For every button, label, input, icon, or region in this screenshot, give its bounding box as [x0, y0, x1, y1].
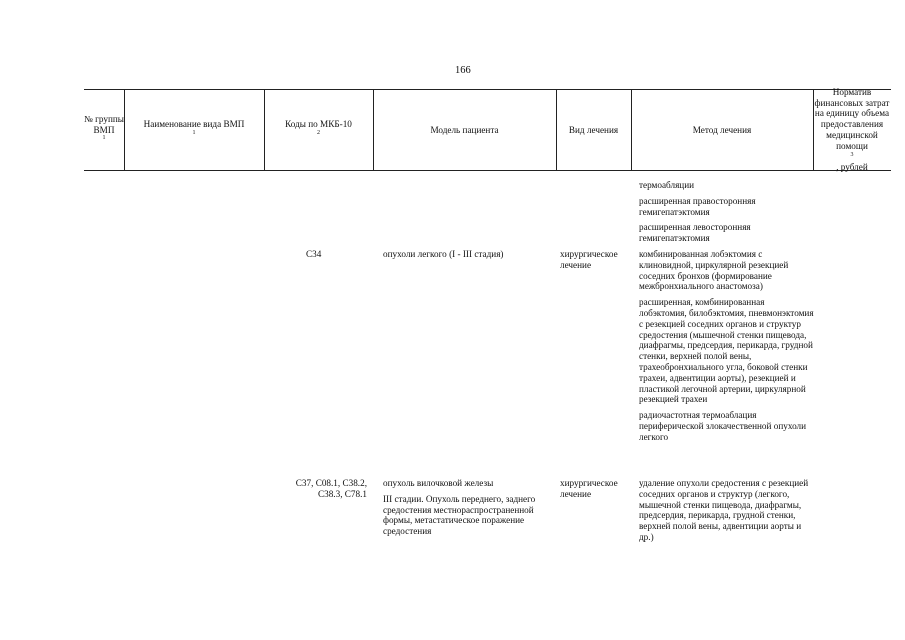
- row-c37-codes: C37, C08.1, C38.2, C38.3, C78.1: [295, 478, 367, 499]
- method-item: расширенная правосторонняя гемигепатэктомия: [639, 195, 756, 217]
- row-c37-model: [383, 478, 543, 537]
- header-vmp-name: Наименование вида ВМП $^1$: [143, 119, 245, 136]
- header-norm: Норматив финансовых затрат на единицу объема предоставления медицинской помощи $^3$ , рублей: [814, 86, 890, 173]
- row-c34-codes: C34: [306, 249, 322, 259]
- header-group-no: № группы ВМП $^1$: [84, 113, 124, 142]
- row-c34-methods: [639, 249, 814, 448]
- method-item: расширенная левосторонняя гемигепатэктомия: [639, 222, 751, 244]
- model-title: опухоль вилочковой железы: [383, 478, 494, 488]
- method-item: радиочастотная термоаблация периферической злокачественной опухоли легкого: [639, 410, 807, 442]
- method-item: термоабляции: [639, 180, 695, 190]
- methods-continued: [639, 180, 814, 249]
- header-icd-codes: Коды по МКБ-10 $^2$: [285, 119, 352, 136]
- row-c37-method: удаление опухоли средостения с резекцией соседних органов и структур (легкого, мышечной стенки пищевода, диафрагмы, предсердия, перикарда, грудной стенки, верхней полой вены, адвентиции аорты и др.): [639, 478, 809, 542]
- method-item: комбинированная лобэктомия с клиновидной, циркулярной резекцией соседних бронхов (формирование межбронхиального анастомоза): [639, 249, 789, 292]
- row-c34-model: опухоли легкого (I - III стадия): [383, 249, 504, 259]
- method-item: расширенная, комбинированная лобэктомия, билобэктомия, пневмонэктомия с резекцией соседних органов и структур средостения (мышечной стенки пищевода, диафрагмы, предсердия, перикарда, грудной стенки, верхней полой вены, трахеобронхиального угла, боковой стенки трахеи, адвентиции аорты), резекцией и пластикой легочной артерии, циркулярной резекцией трахеи: [639, 297, 814, 405]
- header-patient-model: Модель пациента: [430, 124, 499, 135]
- model-detail: III стадии. Опухоль переднего, заднего средостения местнораспространенной формы, метастатическое поражение средостения: [383, 493, 536, 537]
- table-header: [84, 86, 891, 173]
- page-number: 166: [455, 65, 471, 76]
- row-c34-treatment: хирургическое лечение: [560, 249, 618, 270]
- row-c37-treatment: хирургическое лечение: [560, 478, 618, 499]
- header-treatment-type: Вид лечения: [568, 124, 619, 135]
- header-treatment-method: Метод лечения: [692, 124, 752, 135]
